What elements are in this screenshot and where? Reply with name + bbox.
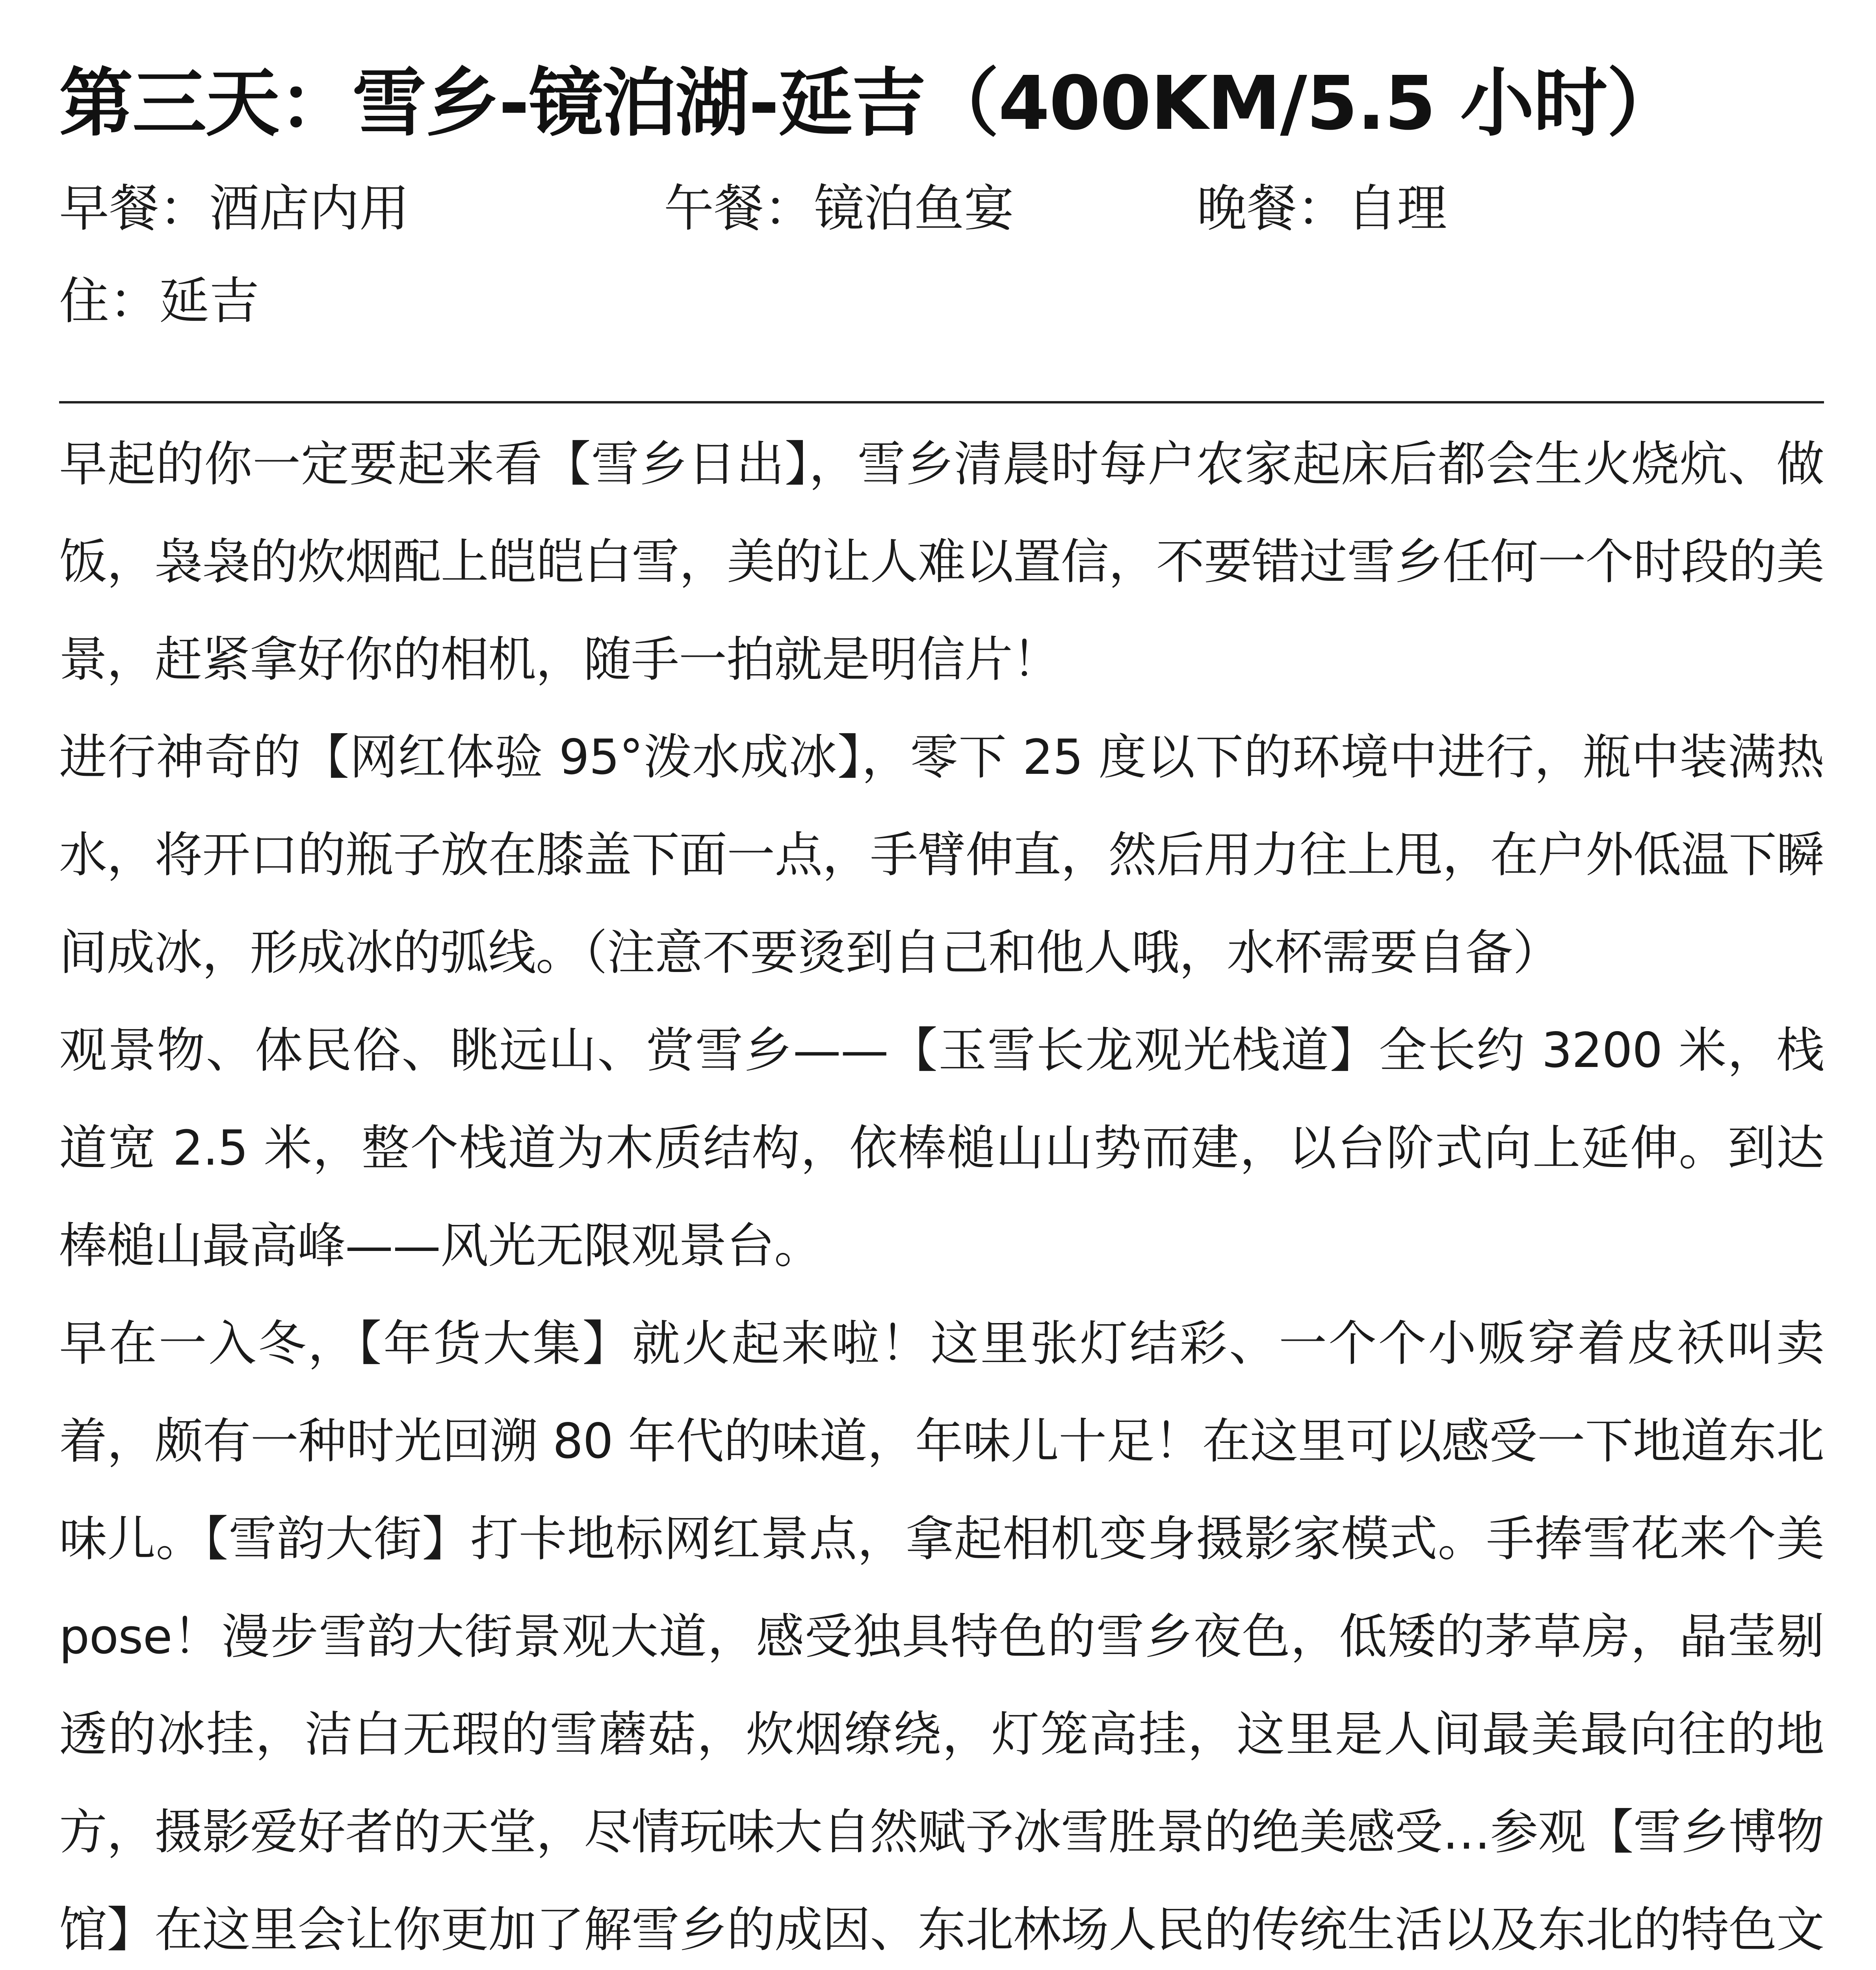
meals-row — [59, 179, 1824, 239]
day-title: 第三天：雪乡-镜泊湖-延吉（400KM/5.5 小时） — [59, 60, 1680, 147]
paragraph-market-street: 早在一入冬，【年货大集】就火起来啦！这里张灯结彩、一个个小贩穿着皮袄叫卖着，颇有一种时光回溯 80 年代的味道，年味儿十足！在这里可以感受一下地道东北味儿。【雪韵大街】打卡地标网红景点，拿起相机变身摄影家模式。手捧雪花来个美 pose！漫步雪韵大街景观大道，感受独具特色的雪乡夜色，低矮的茅草房，晶莹剔透的冰挂，洁白无瑕的雪蘑菇，炊烟缭绕，灯笼高挂，这里是人间最美最向往的地方，摄影爱好者的天堂，尽情玩味大自然赋予冰雪胜景的绝美感受…参观【雪乡博物馆】在这里会让你更加了解雪乡的成因、东北林场人民的传统生活以及东北的特色文 — [59, 1315, 1824, 1958]
paragraph-boardwalk: 观景物、体民俗、眺远山、赏雪乡——【玉雪长龙观光栈道】全长约 3200 米，栈道宽 2.5 米，整个栈道为木质结构，依棒槌山山势而建，以台阶式向上延伸。到达棒槌山最高峰——风光无限观景台。 — [59, 1022, 1824, 1274]
dinner-info: 晚餐：自理 — [1197, 179, 1447, 238]
section-divider — [59, 401, 1824, 403]
itinerary-description — [59, 415, 1824, 1970]
paragraph-sunrise: 早起的你一定要起来看【雪乡日出】，雪乡清晨时每户农家起床后都会生火烧炕、做饭，袅袅的炊烟配上皑皑白雪，美的让人难以置信，不要错过雪乡任何一个时段的美景，赶紧拿好你的相机，随手一拍就是明信片！ — [59, 436, 1824, 688]
breakfast-info: 早餐：酒店内用 — [59, 179, 410, 238]
itinerary-page — [59, 59, 1824, 1970]
accommodation-info: 住：延吉 — [59, 271, 260, 330]
lunch-info: 午餐：镜泊鱼宴 — [664, 179, 1014, 238]
paragraph-water-to-ice: 进行神奇的【网红体验 95°泼水成冰】，零下 25 度以下的环境中进行，瓶中装满热水，将开口的瓶子放在膝盖下面一点，手臂伸直，然后用力往上甩，在户外低温下瞬间成冰，形成冰的弧线。（注意不要烫到自己和他人哦，水杯需要自备） — [59, 729, 1824, 981]
